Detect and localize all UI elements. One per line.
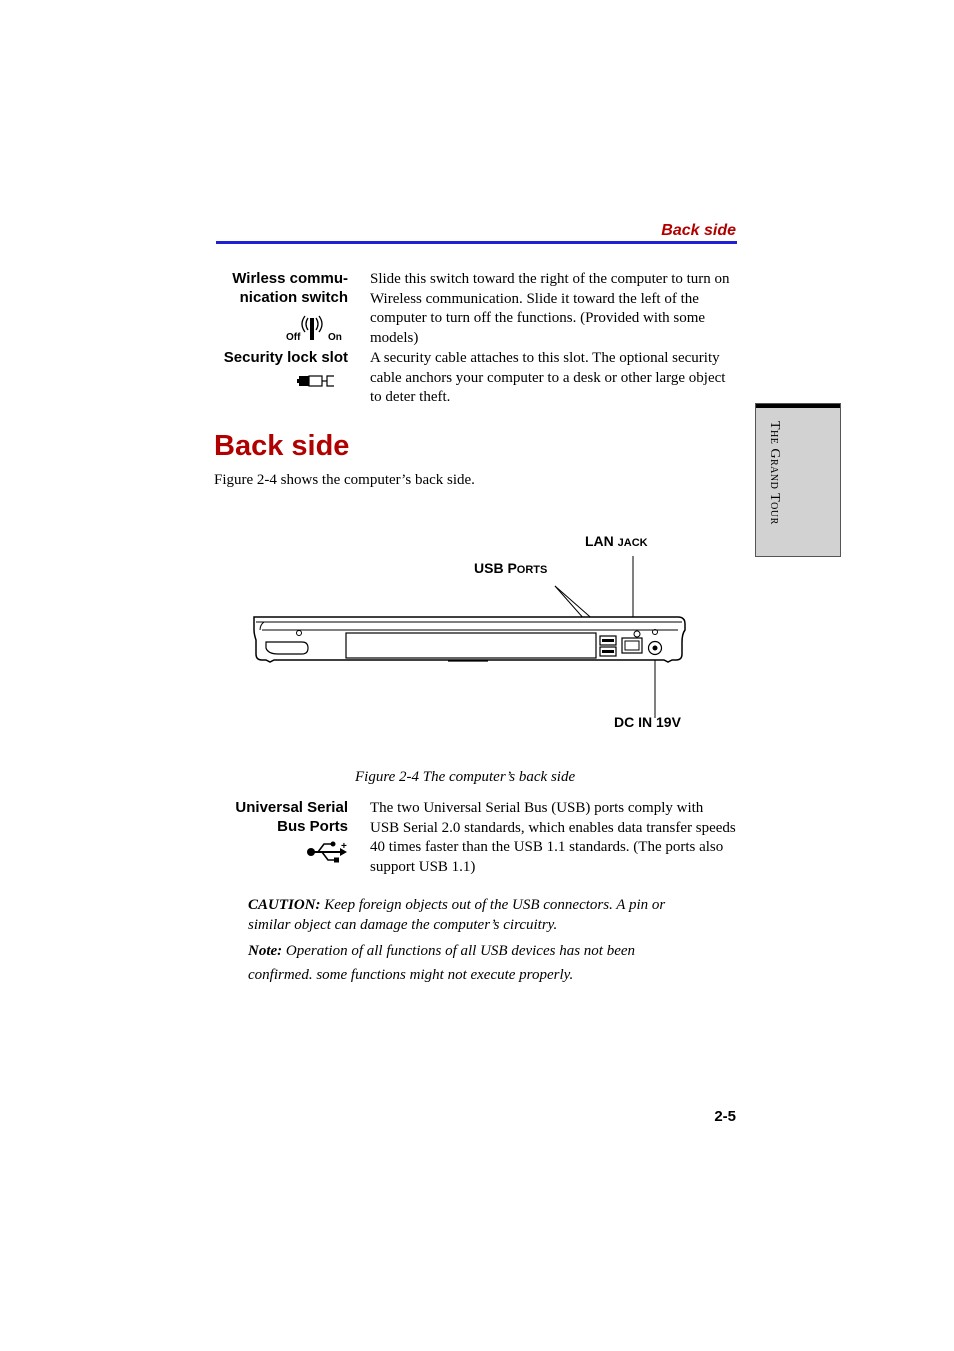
wireless-switch-description: Slide this switch toward the right of the computer to turn on Wireless communication. Slide it toward the left of the computer to turn off the functions. (Provided with some models) — [370, 271, 730, 346]
usb-label-small: ORTS — [516, 564, 548, 576]
section-intro: Figure 2-4 shows the computer’s back side. — [214, 472, 475, 488]
note-text: Operation of all functions of all USB devices has not been confirmed. some functions might not execute properly. — [248, 943, 636, 983]
chapter-tab-label: The Grand Tour — [767, 421, 782, 525]
lan-jack-label — [585, 533, 648, 549]
lan-label-main: LAN — [585, 533, 614, 549]
term-line: nication switch — [239, 289, 348, 306]
on-label: On — [328, 332, 342, 343]
off-label: Off — [286, 332, 301, 343]
term-line: Bus Ports — [277, 818, 348, 835]
laptop-back-illustration — [248, 550, 688, 730]
term-line: Wirless commu- — [232, 270, 348, 287]
security-lock-icon — [297, 373, 337, 389]
security-lock-description: A security cable attaches to this slot. The optional security cable anchors your computer to a desk or other large object to deter theft. — [370, 350, 726, 405]
svg-text:+: + — [341, 841, 347, 852]
wireless-switch-term — [232, 269, 348, 307]
section-heading: Back side — [214, 430, 350, 462]
caution-text: Keep foreign objects out of the USB connectors. A pin or similar object can damage the computer’s circuitry. — [248, 897, 666, 933]
usb-description: The two Universal Serial Bus (USB) ports comply with USB Serial 2.0 standards, which enables data transfer speeds 40 times faster than the USB 1.1 standards. (The ports also support USB 1.1) — [370, 800, 736, 875]
running-header: Back side — [661, 222, 736, 239]
lan-label-small: JACK — [617, 537, 648, 549]
page-number: 2-5 — [714, 1108, 736, 1125]
caution-label: CAUTION: — [248, 897, 321, 913]
caution-note — [248, 896, 688, 935]
wireless-switch-icon — [284, 312, 350, 344]
usb-label-main: USB P — [474, 560, 517, 576]
dc-in-label: DC IN 19V — [614, 714, 681, 730]
figure-caption: Figure 2-4 The computer’s back side — [355, 769, 576, 785]
usb-icon — [306, 840, 350, 864]
usb-term — [235, 798, 348, 836]
term-line: Universal Serial — [235, 799, 348, 816]
chapter-tab-bar — [756, 404, 840, 408]
header-rule — [216, 241, 737, 244]
chapter-tab — [755, 403, 841, 557]
security-lock-term: Security lock slot — [223, 349, 348, 366]
note-label: Note: — [248, 943, 283, 959]
note — [248, 939, 688, 987]
